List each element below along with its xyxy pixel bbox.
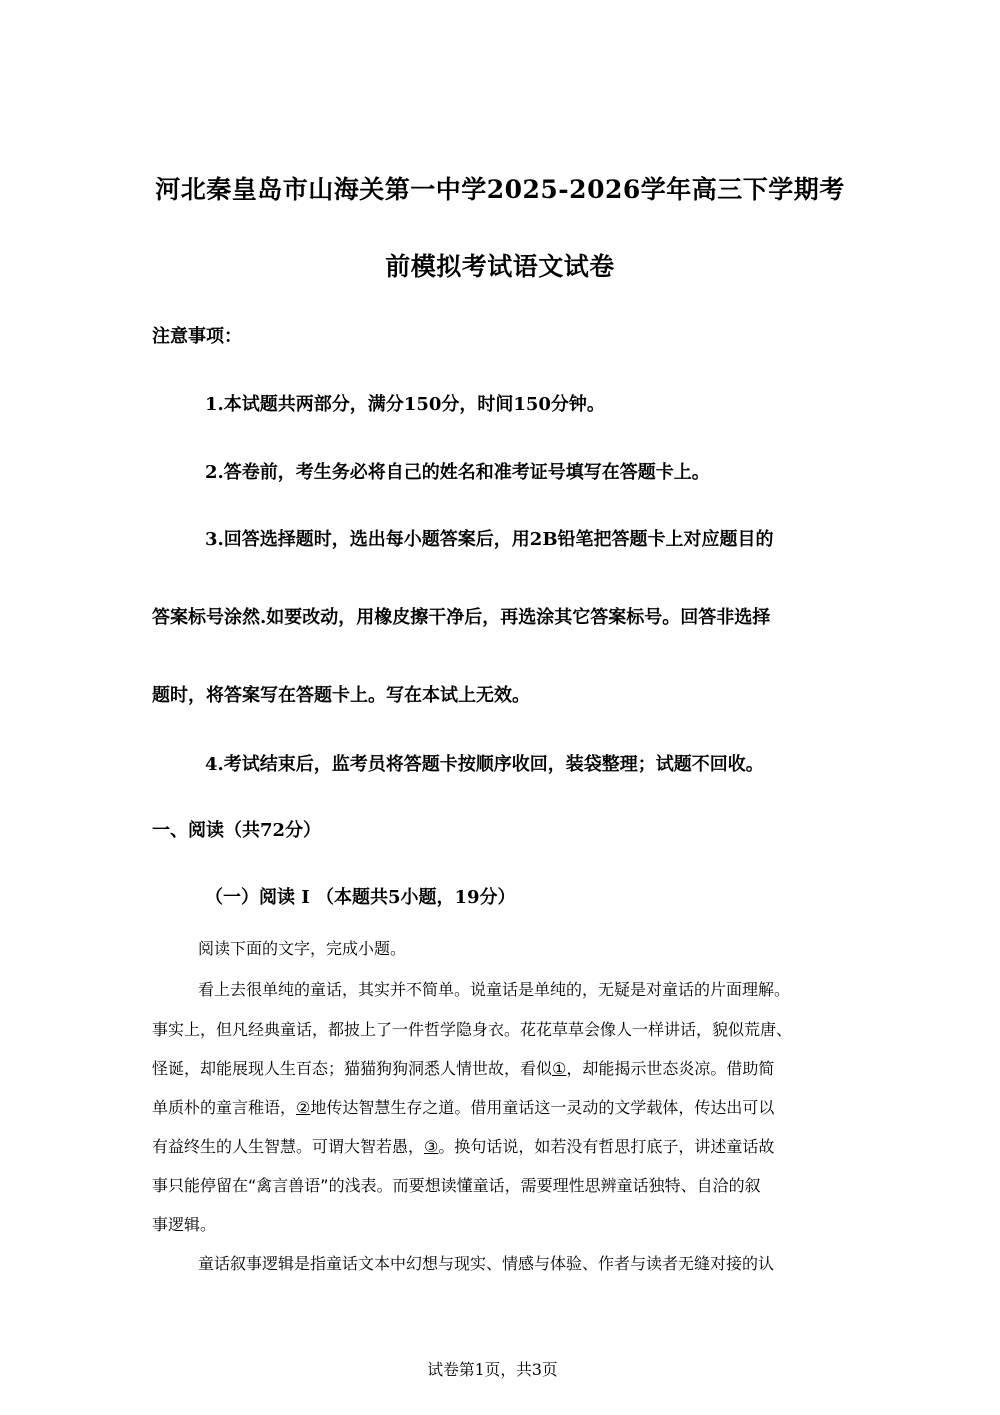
passage-line: 事实上，但凡经典童话，都披上了一件哲学隐身衣。花花草草会像人一样讲话，貌似荒唐、 [152, 1020, 793, 1039]
fill-blank-1: ① [552, 1059, 567, 1078]
subsection-heading-reading-1: （一）阅读 I （本题共5小题，19分） [205, 887, 516, 908]
passage-line [152, 1095, 774, 1118]
reading-instruction: 阅读下面的文字，完成小题。 [198, 939, 407, 958]
fill-blank-3: ③ [424, 1137, 439, 1156]
notice-item-4: 4.考试结束后，监考员将答题卡按顺序收回，装袋整理；试题不回收。 [205, 754, 764, 775]
notice-item-2: 2.答卷前，考生务必将自己的姓名和准考证号填写在答题卡上。 [205, 462, 710, 483]
passage-text: 怪诞，却能展现人生百态；猫猫狗狗洞悉人情世故，看似 [152, 1059, 553, 1078]
passage-line [152, 1134, 774, 1157]
notice-item-1: 1.本试题共两部分，满分150分，时间150分钟。 [205, 394, 605, 415]
notice-item-3-line-3: 题时，将答案写在答题卡上。写在本试上无效。 [152, 685, 530, 706]
notice-item-3-line-1: 3.回答选择题时，选出每小题答案后，用2B铅笔把答题卡上对应题目的 [205, 529, 774, 550]
passage-text: ，却能揭示世态炎凉。借助简 [566, 1059, 775, 1078]
passage-line: 事逻辑。 [152, 1215, 217, 1234]
section-heading-reading: 一、阅读（共72分） [152, 820, 322, 841]
exam-title-line-1: 河北秦皇岛市山海关第一中学2025-2026学年高三下学期考 [155, 175, 845, 204]
notice-item-3-line-2: 答案标号涂然.如要改动，用橡皮擦干净后，再选涂其它答案标号。回答非选择 [152, 607, 771, 628]
passage-text: 。换句话说，如若没有哲思打底子，讲述童话故 [438, 1137, 775, 1156]
notice-heading: 注意事项： [152, 326, 242, 347]
fill-blank-2: ② [296, 1098, 311, 1117]
passage-text: 有益终生的人生智慧。可谓大智若愚， [152, 1137, 425, 1156]
passage-text: 地传达智慧生存之道。借用童话这一灵动的文学载体，传达出可以 [310, 1098, 775, 1117]
passage-line: 事只能停留在“禽言兽语”的浅表。而要想读懂童话，需要理性思辨童话独特、自洽的叙 [152, 1176, 761, 1195]
passage-line [152, 1056, 774, 1079]
passage-line: 童话叙事逻辑是指童话文本中幻想与现实、情感与体验、作者与读者无缝对接的认 [198, 1254, 775, 1273]
exam-title-line-2: 前模拟考试语文试卷 [385, 252, 615, 281]
page-footer: 试卷第1页，共3页 [427, 1360, 558, 1379]
passage-line: 看上去很单纯的童话，其实并不简单。说童话是单纯的，无疑是对童话的片面理解。 [198, 980, 791, 999]
passage-text: 单质朴的童言稚语， [152, 1098, 297, 1117]
